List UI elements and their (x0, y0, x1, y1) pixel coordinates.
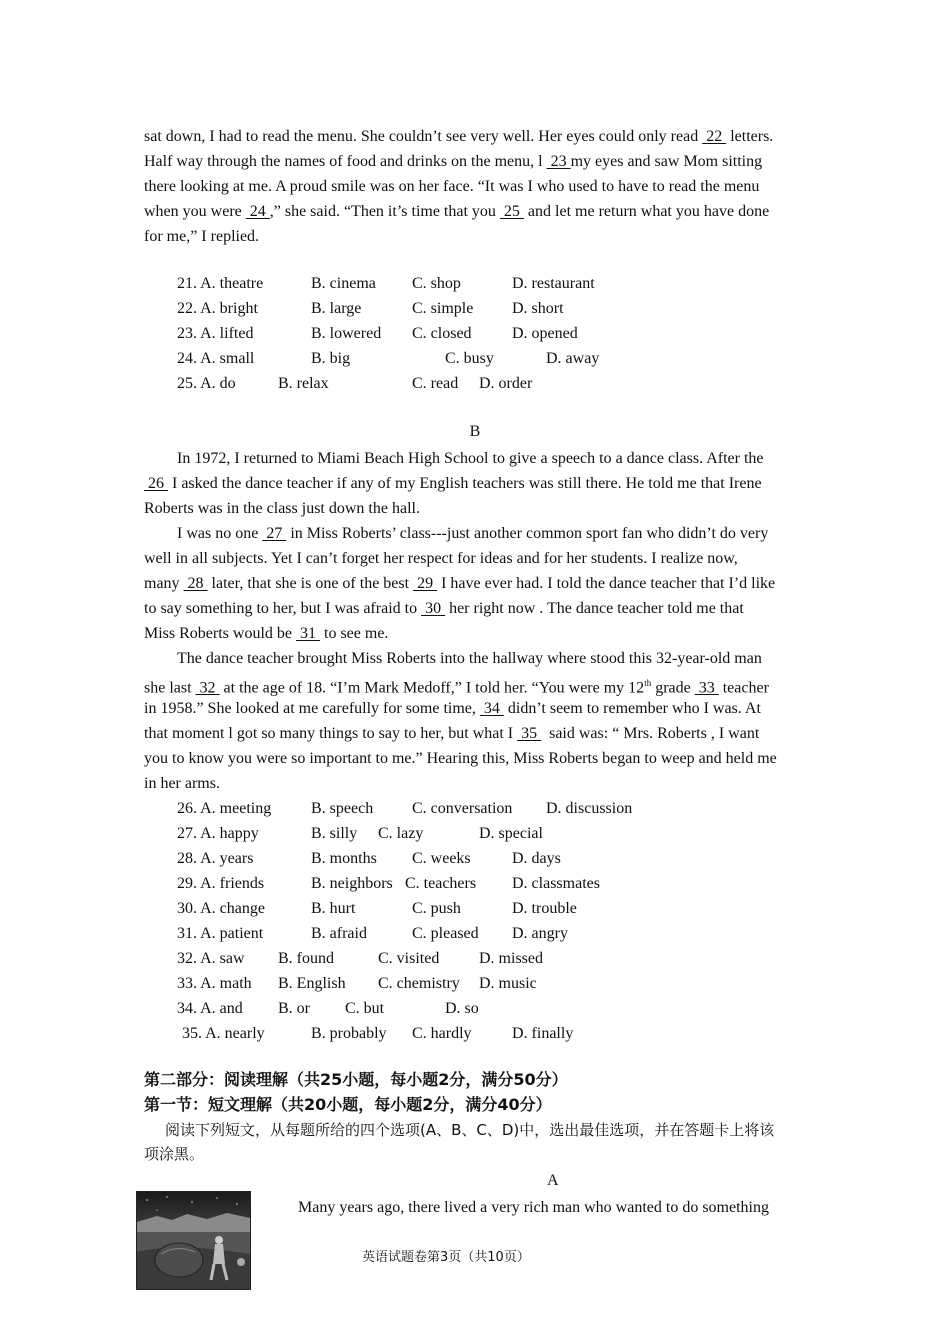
option-c: C. hardly (412, 1025, 472, 1042)
option-b: B. big (311, 350, 351, 367)
night-boulder-illustration (137, 1192, 250, 1289)
option-c: C. closed (412, 325, 472, 342)
option-d: D. finally (512, 1025, 574, 1042)
option-a: 23. A. lifted (177, 325, 254, 342)
passage-line: 26 I asked the dance teacher if any of my English teachers was still there. He told me that Irene (144, 475, 762, 492)
option-d: D. order (479, 375, 533, 392)
page-footer: 英语试题卷第3页（共10页） (362, 1250, 530, 1265)
option-b: B. speech (311, 800, 374, 817)
option-c: C. lazy (378, 825, 424, 842)
passage-line: Miss Roberts would be 31 to see me. (144, 625, 389, 642)
option-d: D. trouble (512, 900, 577, 917)
option-d: D. special (479, 825, 543, 842)
passage-line: Roberts was in the class just down the hall. (144, 500, 420, 517)
option-b: B. months (311, 850, 377, 867)
option-d: D. days (512, 850, 561, 867)
option-a: 27. A. happy (177, 825, 259, 842)
section-one-heading: 第一节：短文理解（共20小题，每小题2分，满分40分） (144, 1095, 552, 1114)
option-d: D. opened (512, 325, 578, 342)
option-d: D. so (445, 1000, 479, 1017)
option-a: 28. A. years (177, 850, 254, 867)
blank-22: 22 (702, 128, 727, 145)
option-c: C. simple (412, 300, 474, 317)
blank-24: 24 (245, 203, 270, 220)
illustration (136, 1191, 251, 1290)
blank-23: 23 (546, 153, 571, 170)
option-a: 30. A. change (177, 900, 265, 917)
passage-line: you to know you were so important to me.” Hearing this, Miss Roberts began to weep and held me (144, 750, 777, 767)
option-c: C. conversation (412, 800, 513, 817)
passage-line: The dance teacher brought Miss Roberts into the hallway where stood this 32-year-old man (177, 650, 762, 667)
option-d: D. away (546, 350, 600, 367)
option-c: C. teachers (405, 875, 477, 892)
option-b: B. afraid (311, 925, 367, 942)
section-label-b: B (469, 423, 481, 440)
option-d: D. music (479, 975, 537, 992)
passage-line: Half way through the names of food and drinks on the menu, l 23 my eyes and saw Mom sitting (144, 153, 763, 170)
blank-31: 31 (296, 625, 320, 642)
option-c: C. read (412, 375, 459, 392)
option-c: C. push (412, 900, 461, 917)
option-c: C. visited (378, 950, 440, 967)
option-b: B. probably (311, 1025, 387, 1042)
passage-line: many 28 later, that she is one of the best 29 I have ever had. I told the dance teacher that I’d like (144, 575, 776, 592)
passage-line: well in all subjects. Yet I can’t forget her respect for ideas and for her students. I realize now, (144, 550, 738, 567)
blank-33: 33 (694, 679, 719, 697)
option-a: 35. A. nearly (182, 1025, 265, 1042)
option-d: D. short (512, 300, 564, 317)
blank-26: 26 (144, 475, 168, 492)
option-b: B. relax (278, 375, 329, 392)
instructions: 阅读下列短文，从每题所给的四个选项(A、B、C、D)中，选出最佳选项，并在答题卡上将该 (165, 1121, 775, 1139)
passage-line: In 1972, I returned to Miami Beach High School to give a speech to a dance class. After the (177, 450, 764, 467)
option-c: C. pleased (412, 925, 479, 942)
instructions-cont: 项涂黑。 (144, 1145, 205, 1163)
blank-30: 30 (421, 600, 446, 617)
passage-line: when you were 24 ,” she said. “Then it’s time that you 25 and let me return what you have done (144, 203, 770, 220)
option-b: B. English (278, 975, 346, 992)
option-a: 29. A. friends (177, 875, 265, 892)
option-b: B. neighbors (311, 875, 393, 892)
option-b: B. large (311, 300, 362, 317)
option-a: 32. A. saw (177, 950, 245, 967)
option-b: B. hurt (311, 900, 356, 917)
option-a: 34. A. and (177, 1000, 243, 1017)
blank-27: 27 (262, 525, 287, 542)
option-b: B. silly (311, 825, 358, 842)
option-a: 25. A. do (177, 375, 236, 392)
option-c: C. weeks (412, 850, 471, 867)
option-b: B. cinema (311, 275, 376, 292)
blank-28: 28 (183, 575, 208, 592)
blank-35: 35 (517, 725, 542, 742)
reading-a-first-line: Many years ago, there lived a very rich man who wanted to do something (298, 1199, 769, 1216)
passage-line: for me,” I replied. (144, 228, 260, 245)
passage-line: that moment l got so many things to say to her, but what I 35 said was: “ Mrs. Roberts , I want (144, 725, 760, 742)
option-d: D. restaurant (512, 275, 595, 292)
option-d: D. angry (512, 925, 568, 942)
option-a: 24. A. small (177, 350, 255, 367)
option-a: 26. A. meeting (177, 800, 272, 817)
option-c: C. shop (412, 275, 461, 292)
blank-32: 32 (195, 679, 220, 697)
option-b: B. found (278, 950, 334, 967)
option-c: C. but (345, 1000, 385, 1017)
part-two-heading: 第二部分：阅读理解（共25小题，每小题2分，满分50分） (144, 1070, 568, 1089)
passage-line: she last 32 at the age of 18. “I’m Mark Medoff,” I told her. “You were my 12th grade 33 teacher (144, 678, 769, 697)
passage-line: in her arms. (144, 775, 220, 792)
option-a: 22. A. bright (177, 300, 258, 317)
option-b: B. lowered (311, 325, 382, 342)
passage-line: sat down, I had to read the menu. She couldn’t see very well. Her eyes could only read 22 letters. (144, 128, 774, 145)
blank-25: 25 (499, 203, 524, 220)
option-c: C. busy (445, 350, 494, 367)
option-b: B. or (278, 1000, 310, 1017)
passage-line: there looking at me. A proud smile was on her face. “It was I who used to have to read the menu (144, 178, 760, 195)
passage-line: in 1958.” She looked at me carefully for some time, 34 didn’t seem to remember who I was. At (144, 700, 761, 717)
option-a: 21. A. theatre (177, 275, 264, 292)
blank-29: 29 (413, 575, 438, 592)
option-d: D. missed (479, 950, 543, 967)
blank-34: 34 (479, 700, 504, 717)
passage-line: to say something to her, but I was afraid to 30 her right now . The dance teacher told me that (144, 600, 744, 617)
option-d: D. classmates (512, 875, 600, 892)
option-a: 33. A. math (177, 975, 252, 992)
passage-label-a: A (547, 1172, 559, 1189)
option-a: 31. A. patient (177, 925, 264, 942)
passage-line: I was no one 27 in Miss Roberts’ class---just another common sport fan who didn’t do very (177, 525, 769, 542)
option-d: D. discussion (546, 800, 633, 817)
option-c: C. chemistry (378, 975, 460, 992)
